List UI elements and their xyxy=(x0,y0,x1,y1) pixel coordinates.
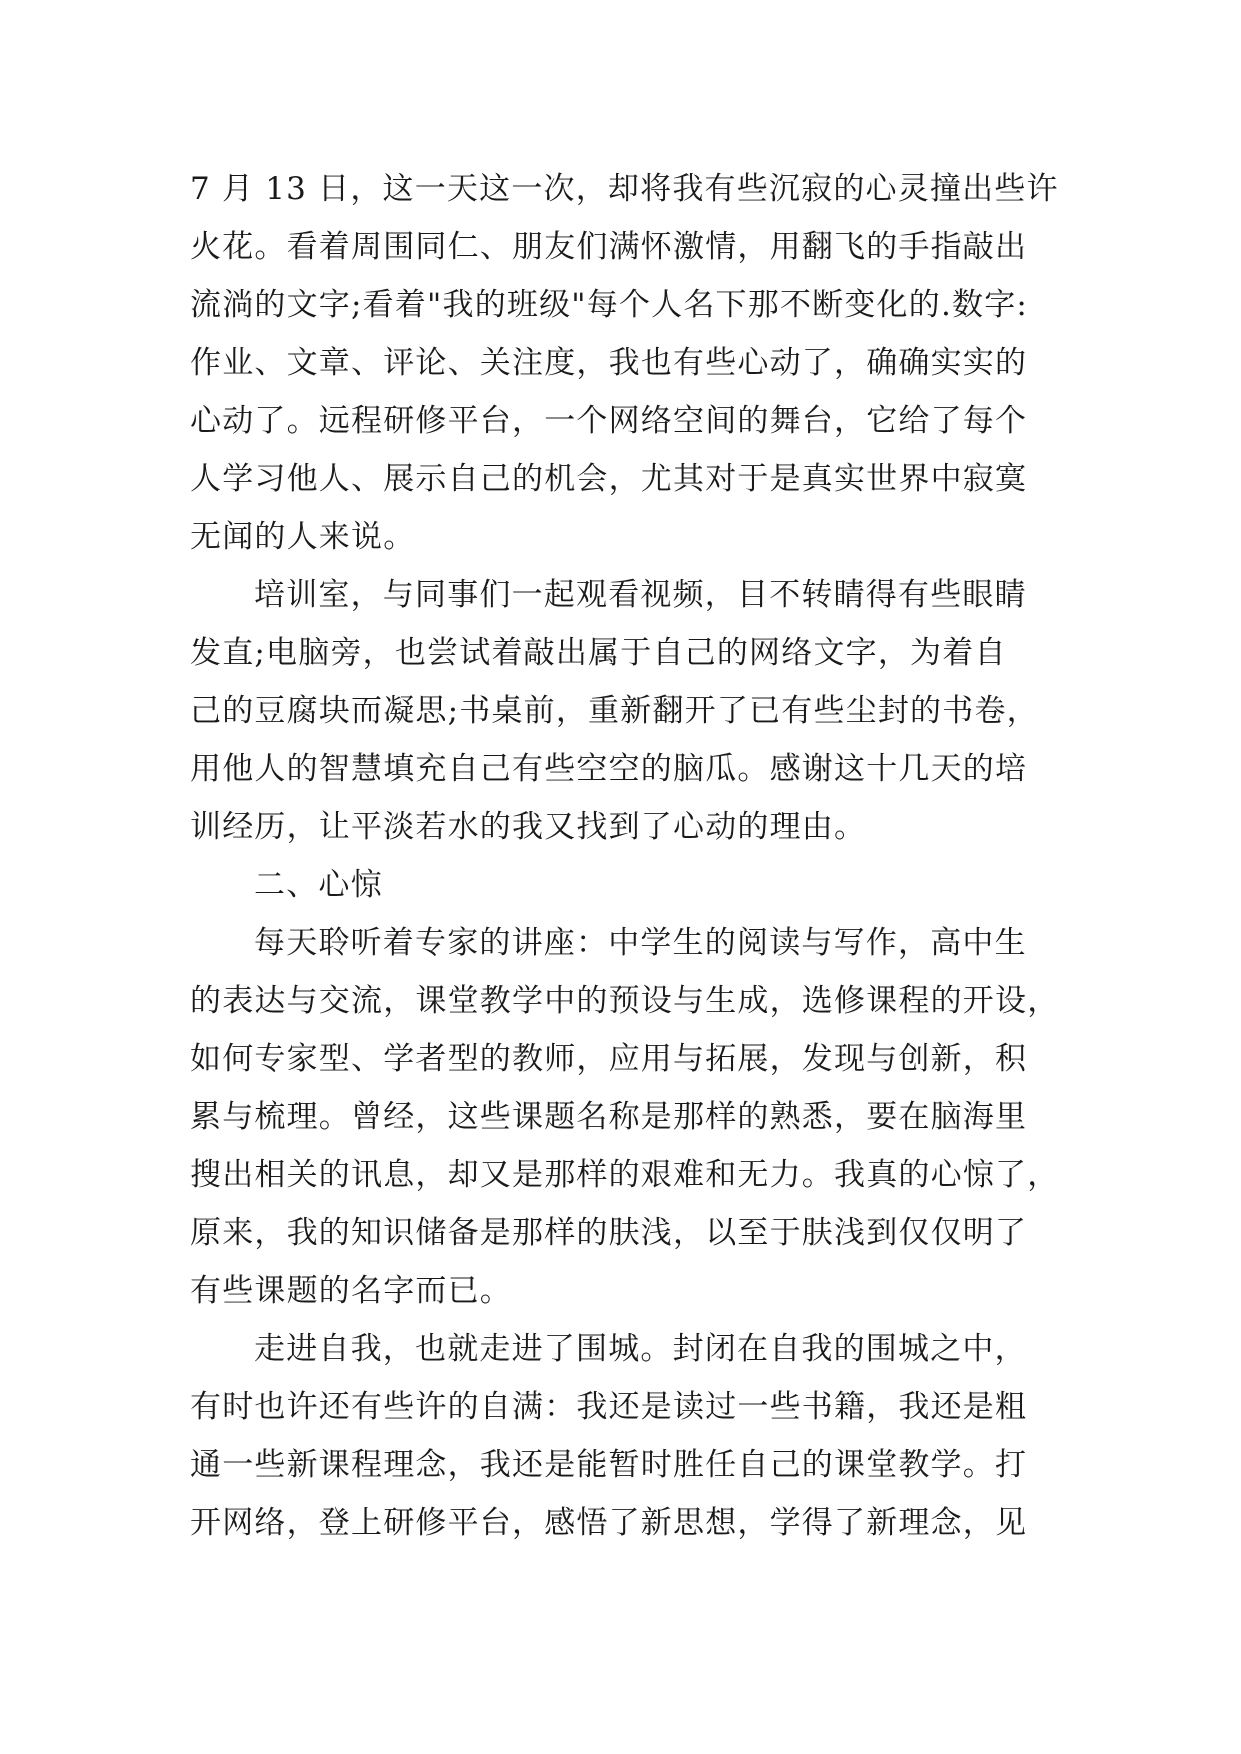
text-line: 作业、文章、评论、关注度，我也有些心动了，确确实实的 xyxy=(190,345,1028,381)
text-line: 用他人的智慧填充自己有些空空的脑瓜。感谢这十几天的培 xyxy=(190,751,1028,787)
text-line: 无闻的人来说。 xyxy=(190,519,416,555)
text-line: 搜出相关的讯息，却又是那样的艰难和无力。我真的心惊了， xyxy=(190,1157,1060,1193)
text-line: 发直;电脑旁，也尝试着敲出属于自己的网络文字，为着自 xyxy=(190,635,1007,671)
text-line: 人学习他人、展示自己的机会，尤其对于是真实世界中寂寞 xyxy=(190,461,1028,497)
text-line: 有些课题的名字而已。 xyxy=(190,1273,512,1309)
text-line: 心动了。远程研修平台，一个网络空间的舞台，它给了每个 xyxy=(190,403,1028,439)
text-line: 如何专家型、学者型的教师，应用与拓展，发现与创新，积 xyxy=(190,1041,1028,1077)
text-line: 流淌的文字;看着"我的班级"每个人名下那不断变化的.数字: xyxy=(190,287,1029,323)
text-line: 的表达与交流，课堂教学中的预设与生成，选修课程的开设， xyxy=(190,983,1060,1019)
paragraph-first-line: 每天聆听着专家的讲座：中学生的阅读与写作，高中生 xyxy=(254,925,1027,961)
text-line: 火花。看着周围同仁、朋友们满怀激情，用翻飞的手指敲出 xyxy=(190,229,1028,265)
paragraph-first-line: 培训室，与同事们一起观看视频，目不转睛得有些眼睛 xyxy=(254,577,1027,613)
text-line: 原来，我的知识储备是那样的肤浅，以至于肤浅到仅仅明了 xyxy=(190,1215,1028,1251)
text-line: 通一些新课程理念，我还是能暂时胜任自己的课堂教学。打 xyxy=(190,1447,1028,1483)
text-line: 开网络，登上研修平台，感悟了新思想，学得了新理念，见 xyxy=(190,1505,1028,1541)
text-line: 训经历，让平淡若水的我又找到了心动的理由。 xyxy=(190,809,867,845)
paragraph-first-line: 走进自我，也就走进了围城。封闭在自我的围城之中， xyxy=(254,1331,1027,1367)
text-line: 累与梳理。曾经，这些课题名称是那样的熟悉，要在脑海里 xyxy=(190,1099,1028,1135)
text-line: 己的豆腐块而凝思;书桌前，重新翻开了已有些尘封的书卷， xyxy=(190,693,1039,729)
document-body xyxy=(190,160,1070,1552)
section-heading: 二、心惊 xyxy=(254,867,383,903)
text-line: 有时也许还有些许的自满：我还是读过一些书籍，我还是粗 xyxy=(190,1389,1028,1425)
text-line: 7 月 13 日，这一天这一次，却将我有些沉寂的心灵撞出些许 xyxy=(190,171,1059,207)
